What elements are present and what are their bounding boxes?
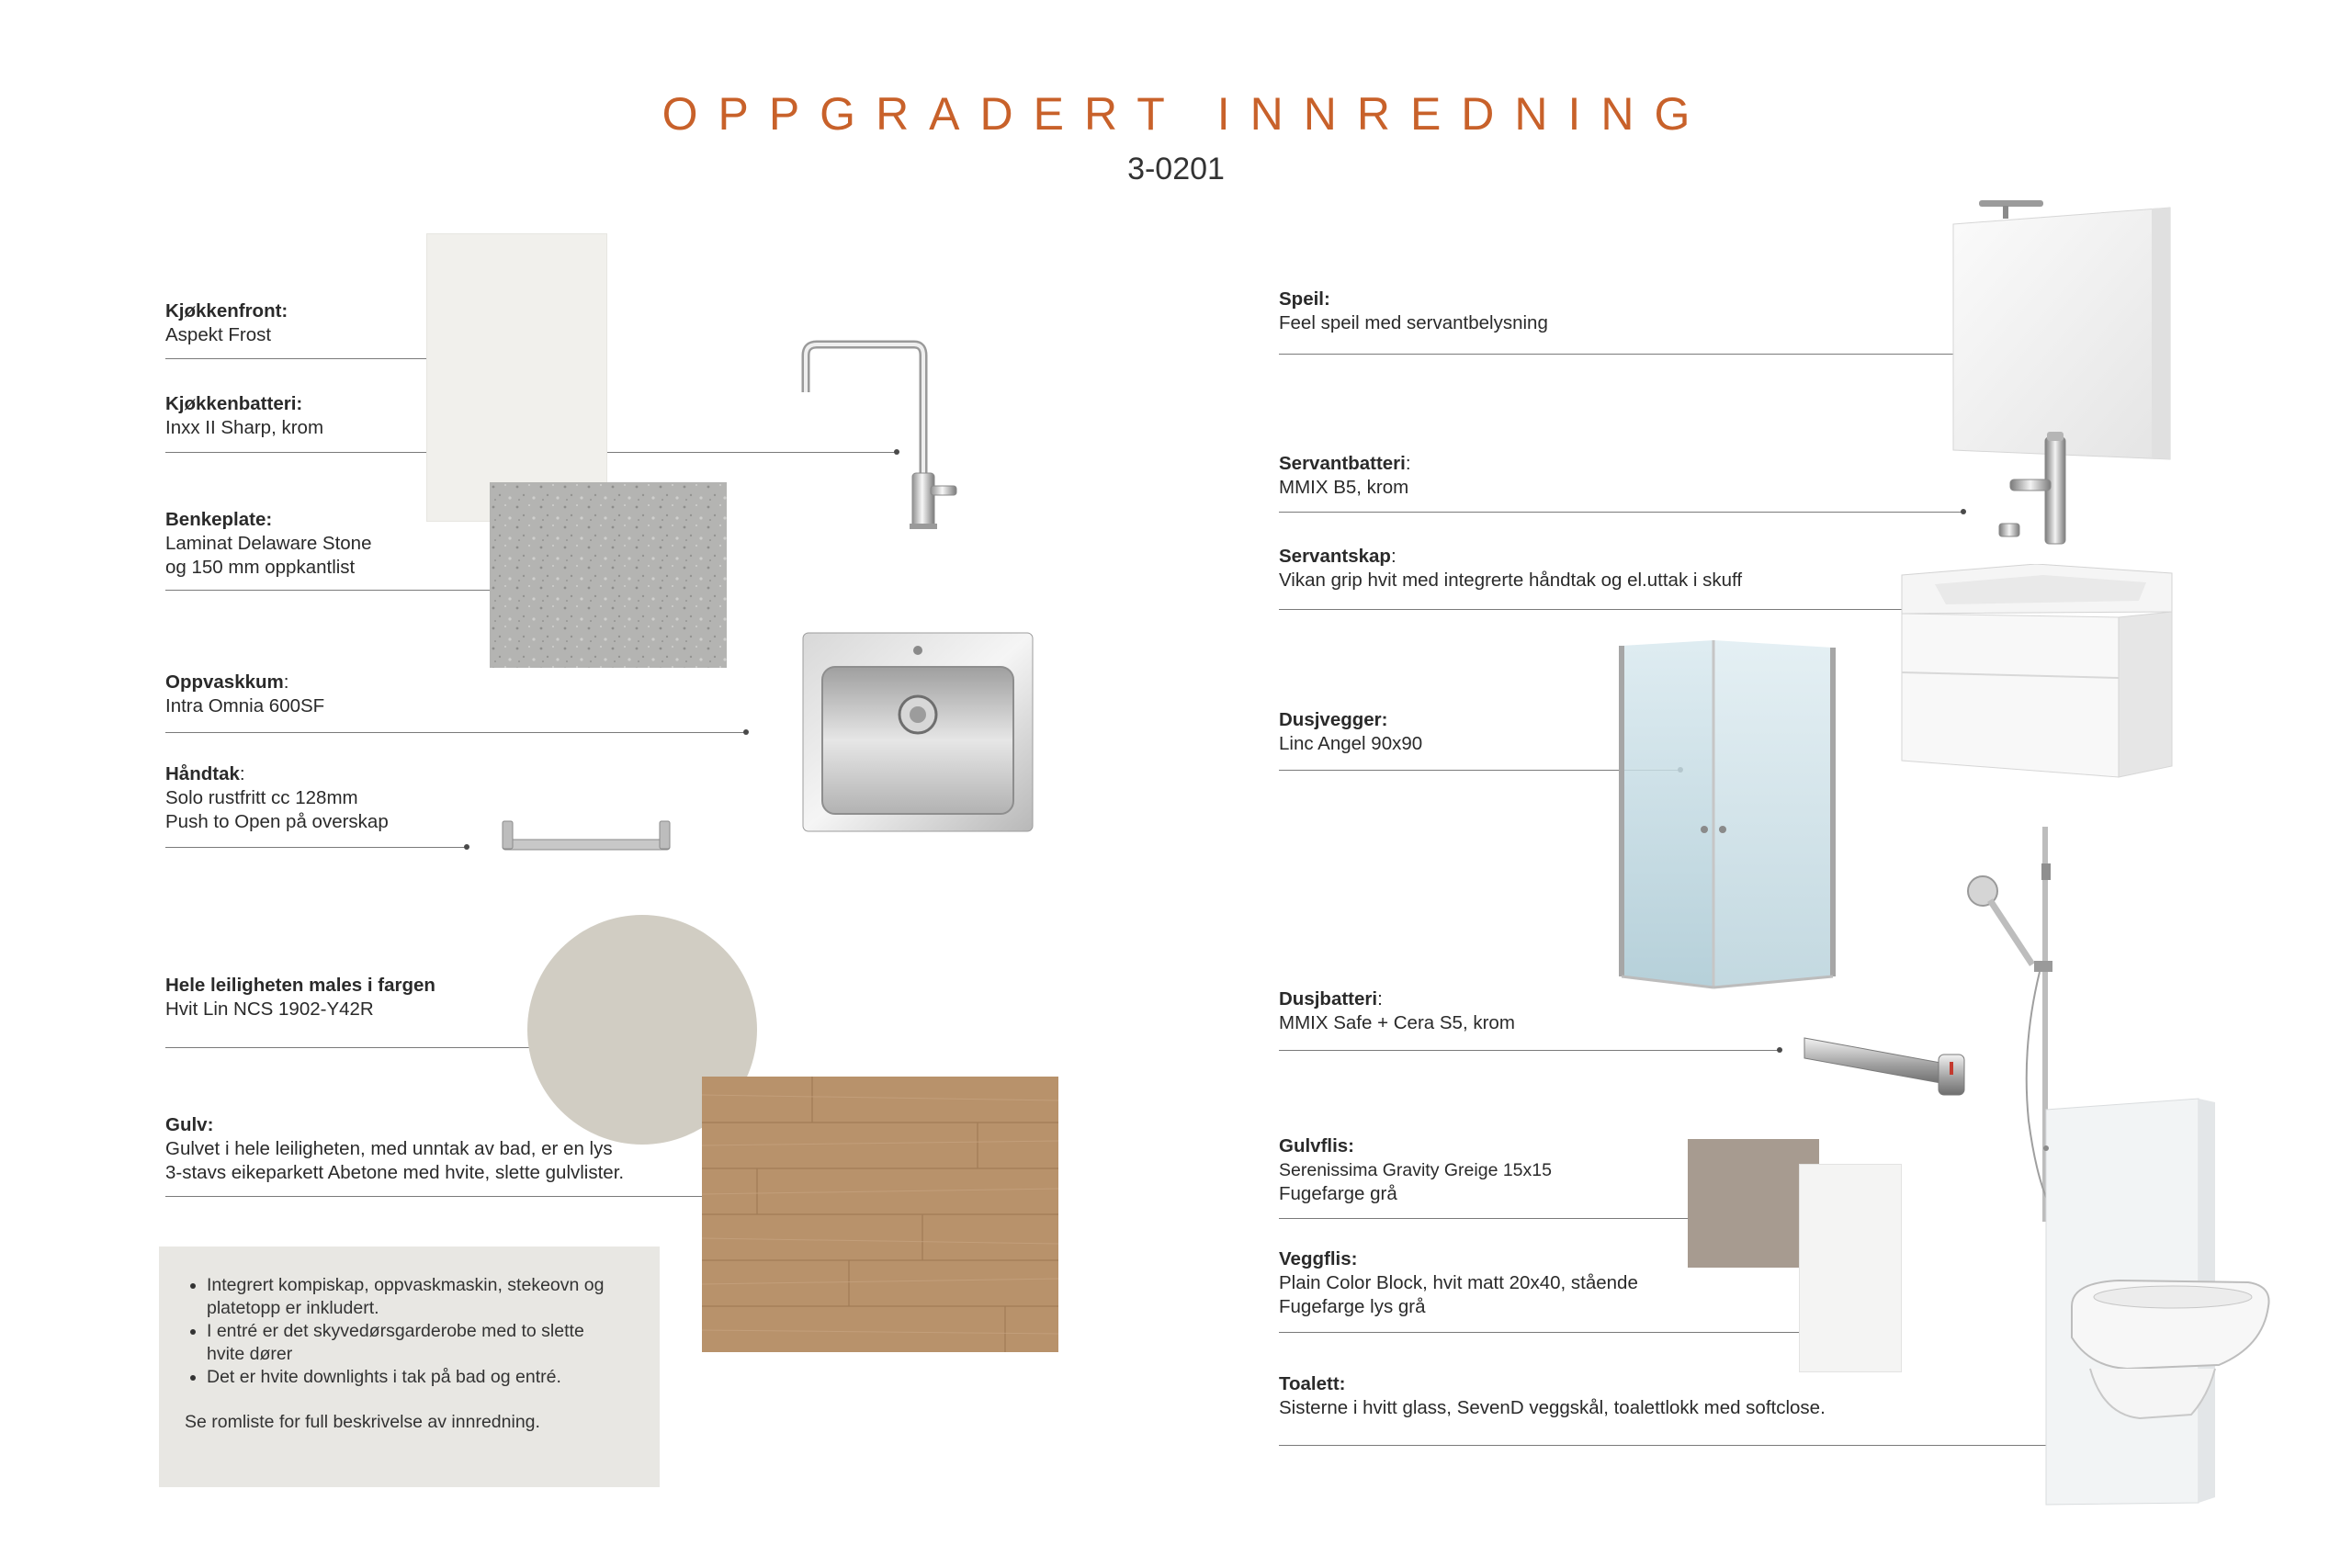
label-toilet: Toalett: Sisterne i hvitt glass, SevenD veggskål, toalettlokk med softclose. <box>1279 1373 1826 1418</box>
countertop-swatch <box>490 482 727 668</box>
label-vanity: Servantskap: Vikan grip hvit med integrerte håndtak og el.uttak i skuff <box>1279 546 1743 591</box>
leader-mirror <box>1279 354 2009 355</box>
info-box <box>159 1247 660 1487</box>
handle-image <box>501 819 672 856</box>
info-bullet: • Integrert kompiskap, oppvaskmaskin, stekeovn og platetopp er inkludert. <box>207 1274 611 1320</box>
info-bullet: • Det er hvite downlights i tak på bad og entré. <box>207 1366 629 1389</box>
label-kitchen-faucet: Kjøkkenbatteri: Inxx II Sharp, krom <box>165 393 324 438</box>
info-bullet-list <box>159 1274 660 1389</box>
page-title: OPPGRADERT INNREDNING <box>662 88 1711 140</box>
mirror-image <box>1948 195 2177 461</box>
leader-basin-faucet <box>1279 512 1963 513</box>
basin-faucet-image <box>1992 432 2088 549</box>
kitchen-front-swatch <box>427 234 606 521</box>
label-basin-faucet: Servantbatteri: MMIX B5, krom <box>1279 453 1411 498</box>
leader-vanity <box>1279 609 1922 610</box>
label-floor-tile: Gulvflis: Serenissima Gravity Greige 15x15 Fugefarge grå <box>1279 1135 1552 1204</box>
oak-floor-swatch <box>702 1077 1058 1352</box>
leader-handle <box>165 847 467 848</box>
unit-number: 3-0201 <box>1127 152 1225 186</box>
label-sink: Oppvaskkum: Intra Omnia 600SF <box>165 671 325 716</box>
wall-tile-swatch <box>1800 1165 1901 1371</box>
info-note: Se romliste for full beskrivelse av innredning. <box>185 1412 540 1432</box>
vanity-image <box>1898 564 2176 781</box>
leader-shower-faucet <box>1279 1050 1780 1051</box>
sink-image <box>802 632 1034 832</box>
label-shower-walls: Dusjvegger: Linc Angel 90x90 <box>1279 709 1423 754</box>
label-handle: Håndtak: Solo rustfritt cc 128mm Push to Open på overskap <box>165 763 389 832</box>
label-floor: Gulv: Gulvet i hele leiligheten, med unntak av bad, er en lys 3-stavs eikeparkett Abetone med hvite, slette gulvlister. <box>165 1114 625 1183</box>
leader-toilet <box>1279 1445 2060 1446</box>
label-kitchen-front: Kjøkkenfront: Aspekt Frost <box>165 300 288 345</box>
leader-wall-tile <box>1279 1332 1849 1333</box>
shower-mixer-image <box>1801 1029 1984 1102</box>
leader-sink <box>165 732 746 733</box>
label-shower-faucet: Dusjbatteri: MMIX Safe + Cera S5, krom <box>1279 988 1515 1033</box>
label-paint: Hele leiligheten males i fargen Hvit Lin NCS 1902-Y42R <box>165 975 435 1020</box>
label-mirror: Speil: Feel speil med servantbelysning <box>1279 288 1548 333</box>
leader-floor <box>165 1196 730 1197</box>
label-wall-tile: Veggflis: Plain Color Block, hvit matt 20x40, stående Fugefarge lys grå <box>1279 1248 1638 1317</box>
info-bullet: • I entré er det skyvedørsgarderobe med to slette hvite dører <box>207 1320 611 1366</box>
label-countertop: Benkeplate: Laminat Delaware Stone og 150 mm oppkantlist <box>165 509 372 578</box>
kitchen-faucet-image <box>795 335 978 537</box>
toilet-image <box>2035 1093 2276 1516</box>
shower-walls-image <box>1612 638 1851 989</box>
leader-floor-tile <box>1279 1218 1752 1219</box>
